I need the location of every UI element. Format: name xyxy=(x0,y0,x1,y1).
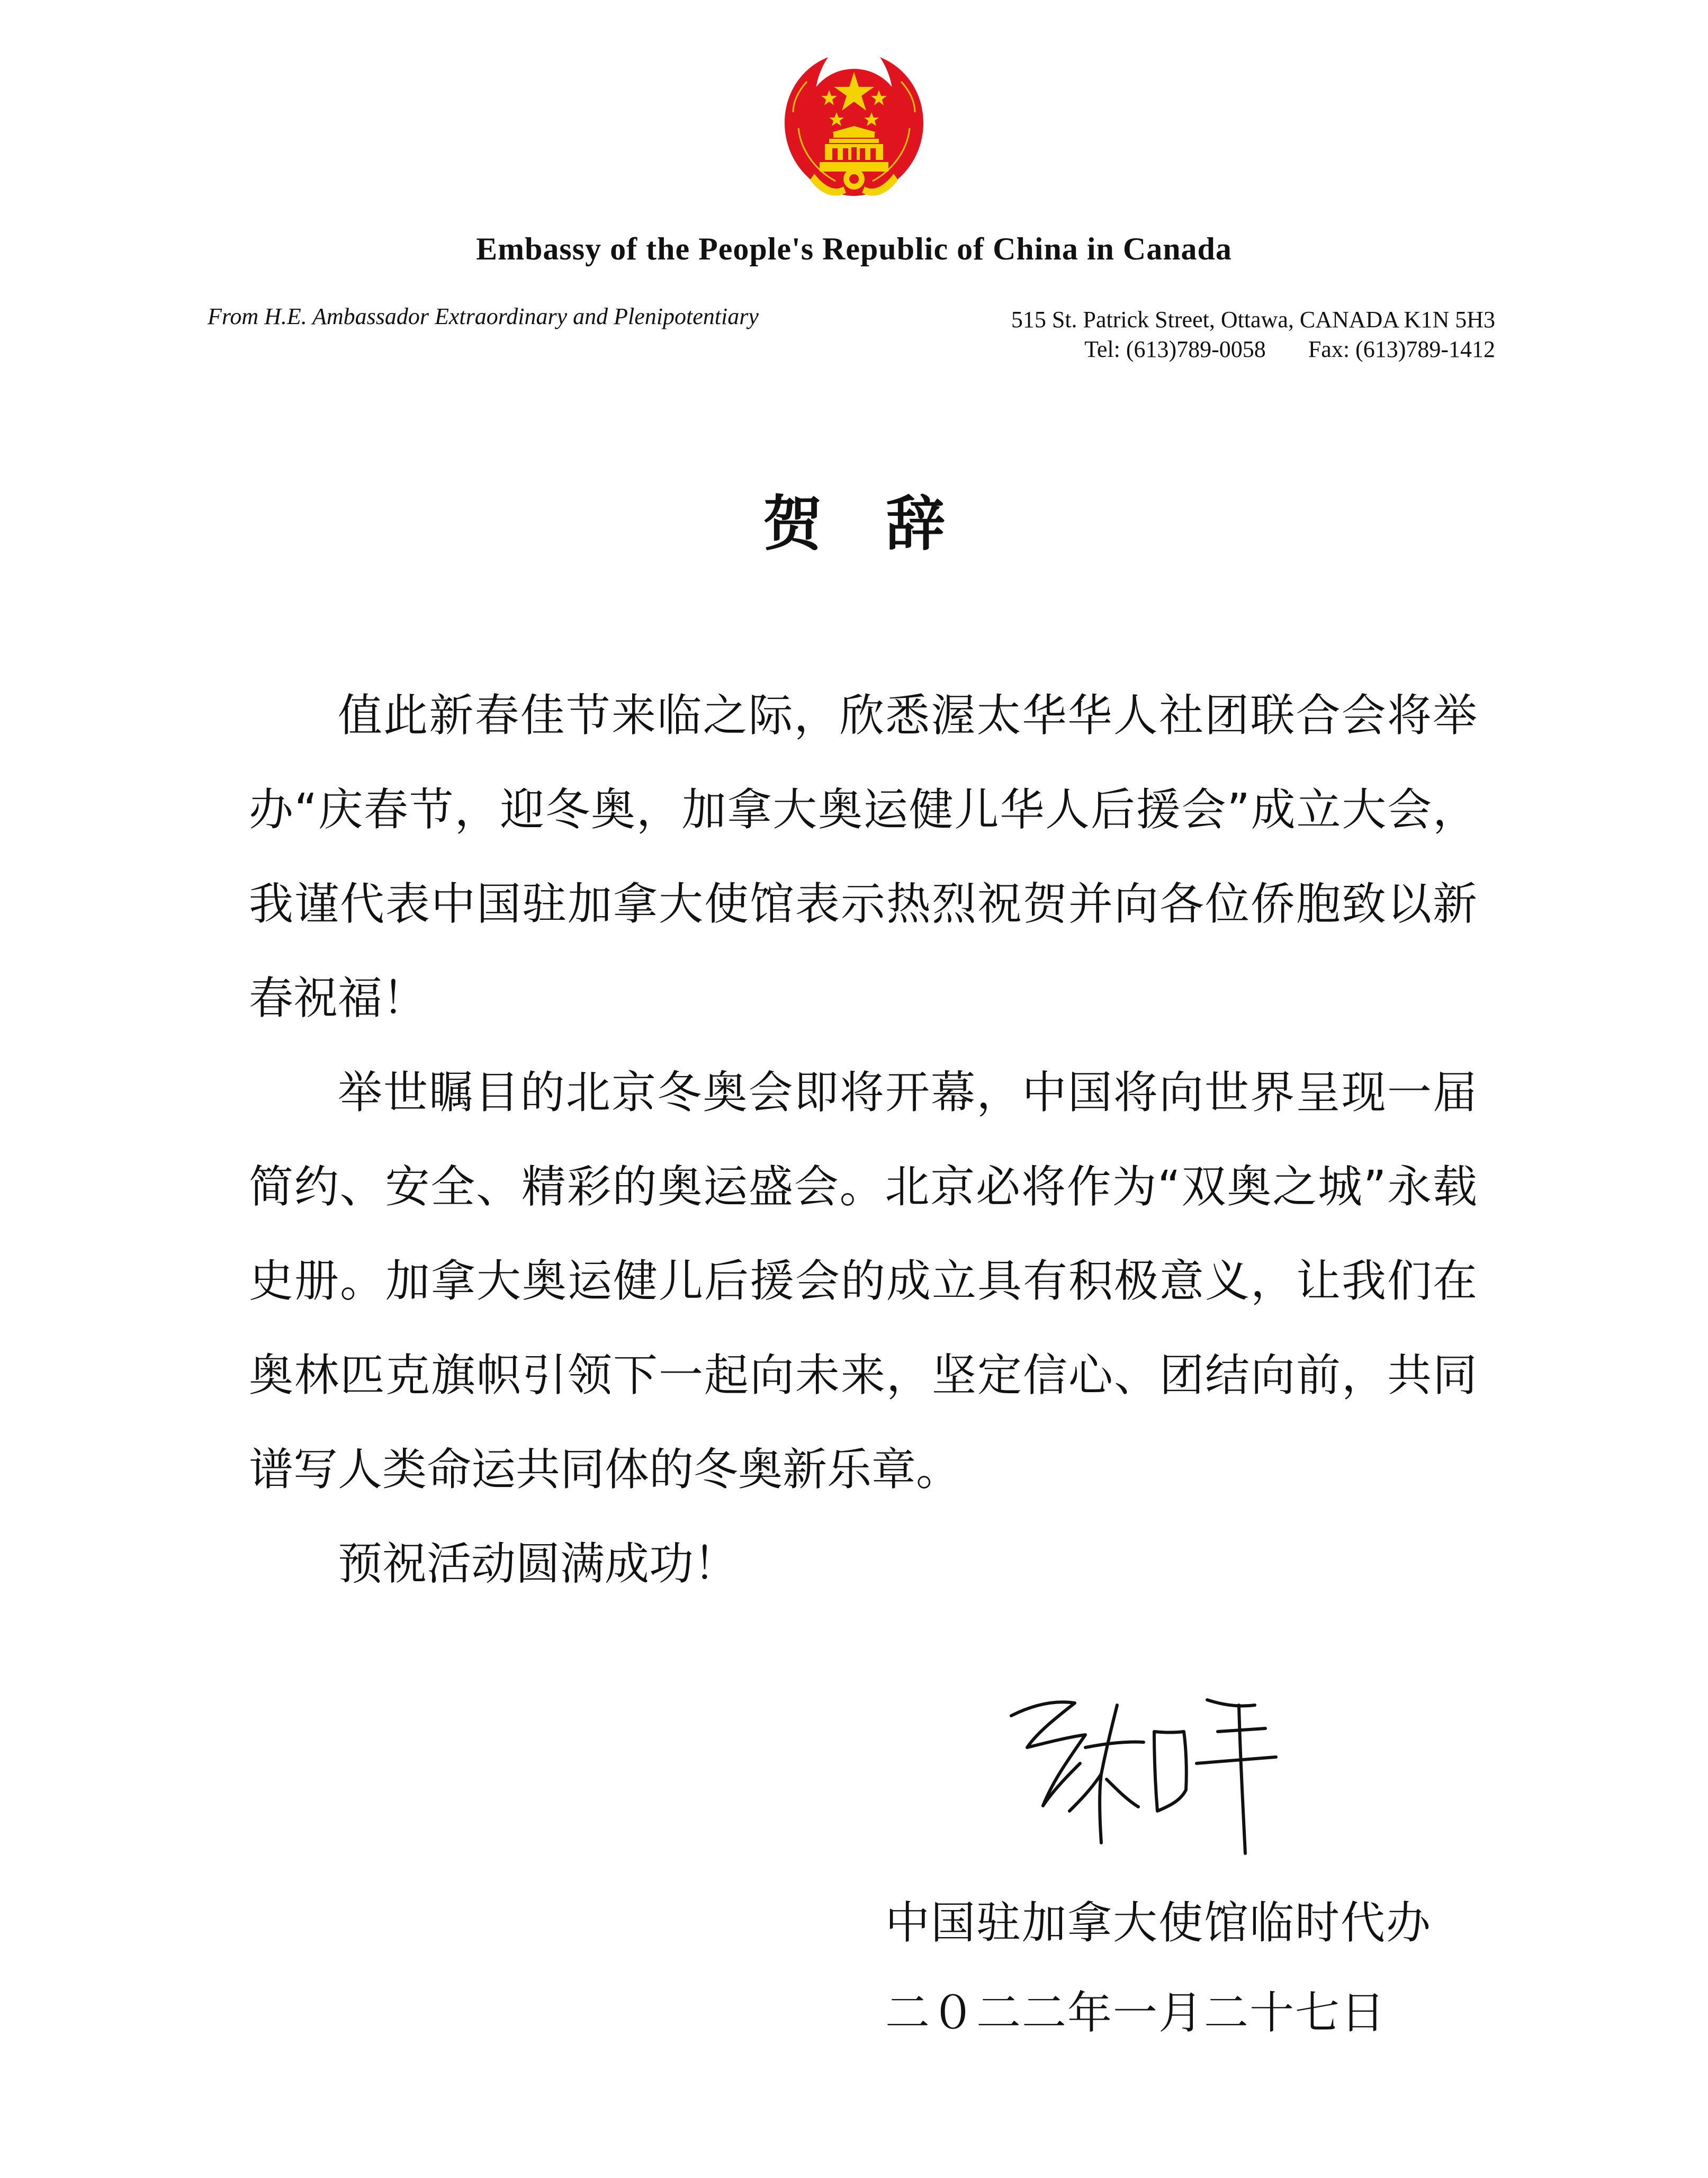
letter-title: 贺辞 xyxy=(763,490,1009,559)
telephone: Tel: (613)789-0058 xyxy=(1084,336,1266,362)
tel-fax-line xyxy=(1011,335,1495,364)
fax: Fax: (613)789-1412 xyxy=(1308,336,1495,362)
paragraph-1: 值此新春佳节来临之际，欣悉渥太华华人社团联合会将举办“庆春节，迎冬奥，加拿大奥运健儿华人后援会”成立大会，我谨代表中国驻加拿大使馆表示热烈祝贺并向各位侨胞致以新春祝福！ xyxy=(249,689,1477,1024)
sign-off xyxy=(885,1878,1432,2058)
handwritten-signature-icon xyxy=(995,1684,1292,1859)
from-line: From H.E. Ambassador Extraordinary and Plenipotentiary xyxy=(208,303,759,329)
address-block xyxy=(1011,305,1495,364)
letter-date: 二０二二年一月二十七日 xyxy=(885,1987,1387,2039)
letter-body xyxy=(249,668,1477,1611)
street-address: 515 St. Patrick Street, Ottawa, CANADA K1N 5H3 xyxy=(1011,307,1495,333)
signatory: 中国驻加拿大使馆临时代办 xyxy=(885,1897,1432,1949)
paragraph-2: 举世瞩目的北京冬奥会即将开幕，中国将向世界呈现一届简约、安全、精彩的奥运盛会。北京必将作为“双奥之城”永载史册。加拿大奥运健儿后援会的成立具有积极意义，让我们在奥林匹克旗帜引领下一起向未来，坚定信心、团结向前，共同谱写人类命运共同体的冬奥新乐章。 xyxy=(249,1066,1477,1495)
embassy-name: Embassy of the People's Republic of China in Canada xyxy=(476,231,1232,266)
national-emblem-icon xyxy=(777,49,931,202)
paragraph-3: 预祝活动圆满成功！ xyxy=(338,1538,739,1590)
